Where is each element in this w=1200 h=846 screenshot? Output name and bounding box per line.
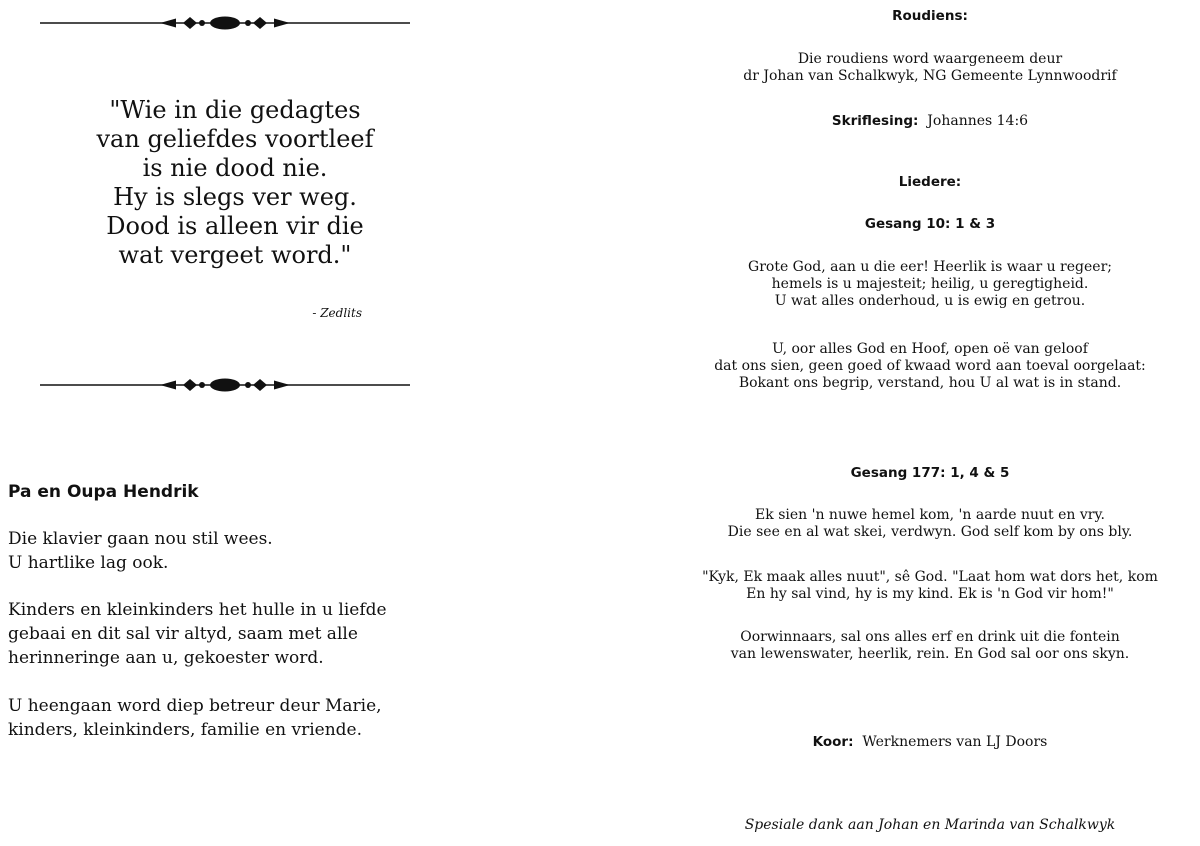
hymn-verse — [660, 569, 1200, 603]
hymn-verse — [660, 629, 1200, 663]
hymn-verse — [660, 341, 1200, 392]
quote-line: van geliefdes voortleef — [96, 125, 374, 153]
service-details — [660, 51, 1200, 85]
tribute-paragraph — [8, 694, 448, 742]
choir-label: Koor: — [812, 734, 854, 750]
verse-line: Die see en al wat skei, verdwyn. God self kom by ons bly. — [727, 524, 1133, 540]
quote-line: is nie dood nie. — [142, 154, 328, 182]
tribute-line: Die klavier gaan nou stil wees. — [8, 529, 273, 549]
verse-line: U, oor alles God en Hoof, open oë van geloof — [772, 341, 1088, 357]
hymn-title: Gesang 10: 1 & 3 — [864, 216, 996, 232]
hymn-title: Gesang 177: 1, 4 & 5 — [850, 465, 1010, 481]
tribute-line: gebaai en dit sal vir altyd, saam met alle — [8, 624, 358, 644]
verse-line: van lewenswater, heerlik, rein. En God sal oor ons skyn. — [730, 646, 1130, 662]
tribute-paragraph — [8, 598, 448, 670]
verse-line: hemels is u majesteit; heilig, u geregtigheid. — [771, 276, 1089, 292]
quote-line: wat vergeet word." — [118, 241, 352, 269]
scripture-reading — [660, 113, 1200, 130]
verse-line: Bokant ons begrip, verstand, hou U al wat is in stand. — [738, 375, 1122, 391]
choir-credit — [660, 734, 1200, 751]
tribute-line: U heengaan word diep betreur deur Marie, — [8, 696, 382, 716]
verse-line: Ek sien 'n nuwe hemel kom, 'n aarde nuut en vry. — [755, 507, 1105, 523]
tribute-line: kinders, kleinkinders, familie en vriende. — [8, 720, 363, 740]
reading-label: Skriflesing: — [831, 113, 919, 129]
ornamental-divider-bottom — [40, 375, 410, 395]
verse-line: En hy sal vind, hy is my kind. Ek is 'n God vir hom!" — [746, 586, 1114, 602]
verse-line: U wat alles onderhoud, u is ewig en getrou. — [774, 293, 1086, 309]
tribute-line: U hartlike lag ook. — [8, 553, 169, 573]
thanks-note: Spesiale dank aan Johan en Marinda van Schalkwyk — [744, 817, 1116, 833]
verse-line: dat ons sien, geen goed of kwaad word aan toeval oorgelaat: — [714, 358, 1146, 374]
quote-line: Hy is slegs ver weg. — [113, 183, 357, 211]
hymn-verse — [660, 507, 1200, 541]
verse-line: "Kyk, Ek maak alles nuut", sê God. "Laat hom wat dors het, kom — [702, 569, 1158, 585]
quote-line: "Wie in die gedagtes — [109, 96, 361, 124]
tribute-line: herinneringe aan u, gekoester word. — [8, 648, 324, 668]
quote-line: Dood is alleen vir die — [106, 212, 364, 240]
service-line: dr Johan van Schalkwyk, NG Gemeente Lynnwoodrif — [743, 68, 1117, 84]
tribute-paragraph — [8, 527, 448, 575]
service-heading: Roudiens: — [892, 8, 968, 24]
quote-attribution: - Zedlits — [312, 306, 362, 320]
service-line: Die roudiens word waargeneem deur — [797, 51, 1063, 67]
reading-value: Johannes 14:6 — [927, 113, 1029, 129]
memorial-quote — [40, 96, 430, 270]
songs-heading: Liedere: — [898, 174, 962, 190]
verse-line: Grote God, aan u die eer! Heerlik is waar u regeer; — [748, 259, 1112, 275]
verse-line: Oorwinnaars, sal ons alles erf en drink uit die fontein — [740, 629, 1120, 645]
tribute-line: Kinders en kleinkinders het hulle in u liefde — [8, 600, 387, 620]
hymn-verse — [660, 259, 1200, 310]
ornamental-divider-top — [40, 13, 410, 33]
tribute-heading: Pa en Oupa Hendrik — [8, 482, 199, 502]
choir-value: Werknemers van LJ Doors — [862, 734, 1048, 750]
